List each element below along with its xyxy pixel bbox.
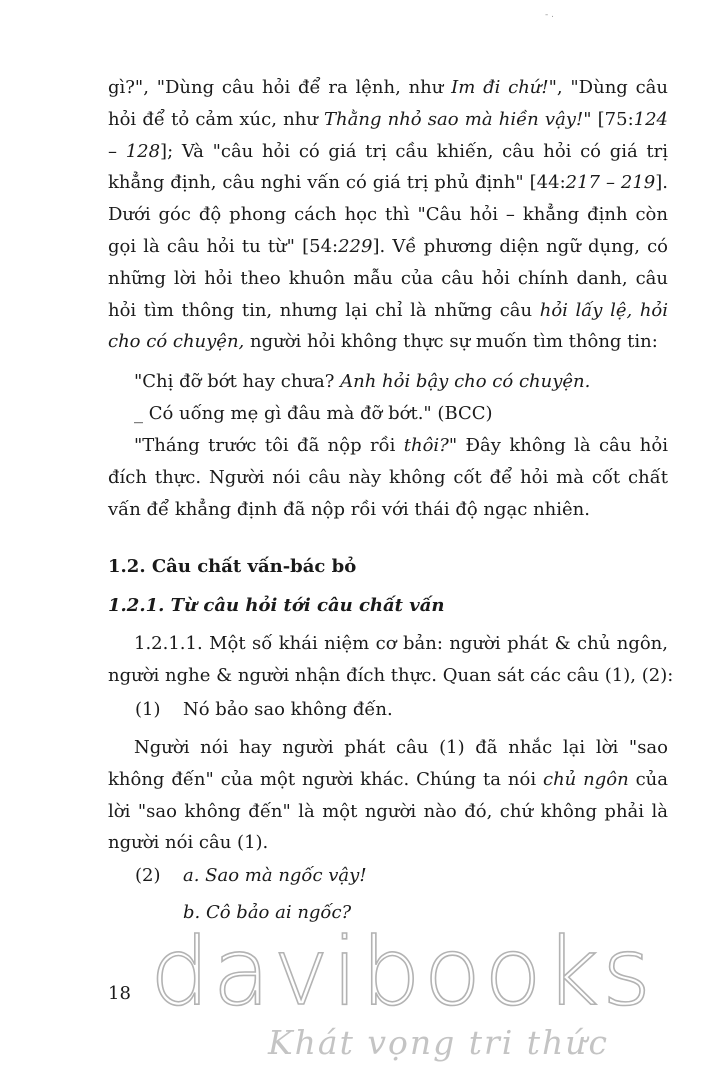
text-line [108, 72, 668, 104]
text-span: thôi? [403, 435, 449, 456]
text-span: "Chị đỡ bớt hay chưa? [134, 371, 341, 392]
text-span: chủ ngôn [542, 768, 629, 790]
text-span: người hỏi không thực sự muốn tìm thông tin: [244, 331, 658, 353]
text-span: 128 [125, 140, 161, 162]
watermark-tagline: Khát vọng tri thức [268, 1023, 610, 1062]
text-span: 229 [338, 235, 373, 257]
text-span: 217 – 219 [565, 172, 656, 194]
watermark-logo: davibooks [150, 918, 655, 1027]
text-line [108, 660, 674, 692]
example-text: Nó bảo sao không đến. [183, 699, 393, 720]
text-span: " [75: [583, 108, 634, 130]
text-line [108, 732, 668, 764]
text-line [108, 136, 668, 168]
text-span: cho có chuyện, [108, 331, 245, 353]
text-span: " Đây không là câu hỏi [448, 435, 668, 456]
text-line [108, 167, 668, 199]
text-line [108, 231, 668, 263]
text-span: _ Có uống mẹ gì đâu mà đỡ bớt." (BCC) [134, 402, 493, 424]
text-span: hỏi để tỏ cảm xúc, như [108, 108, 325, 130]
text-span: những lời hỏi theo khuôn mẫu của câu hỏi chính danh, câu [108, 267, 668, 289]
text-span: 1.2.1.1. Một số khái niệm cơ bản: người phát & chủ ngôn, [134, 633, 668, 654]
text-span: người nói câu (1). [108, 832, 269, 854]
paragraph-question-types [108, 72, 668, 358]
text-line [108, 326, 668, 358]
text-span: không đến" của một người khác. Chúng ta nói [108, 768, 543, 790]
paragraph-chu-ngon [108, 732, 668, 859]
text-span: gọi là câu hỏi tu từ" [54: [108, 235, 339, 257]
example-text-a: a. Sao mà ngốc vậy! [183, 865, 367, 886]
text-line [108, 366, 668, 398]
text-span: ]. [655, 172, 668, 194]
text-line [108, 430, 668, 462]
text-line [108, 462, 668, 494]
text-span: lời "sao không đến" là một người nào đó, chứ không phải là [108, 800, 668, 822]
text-span: Im đi chứ! [451, 77, 549, 98]
page-number: 18 [108, 983, 131, 1004]
example-2 [135, 865, 367, 886]
text-line [108, 827, 668, 859]
text-line [108, 764, 668, 796]
example-number: (1) [135, 699, 161, 720]
subsection-heading: 1.2.1. Từ câu hỏi tới câu chất vấn [108, 595, 445, 616]
text-span: ]. Về phương diện ngữ dụng, có [372, 235, 668, 257]
text-span: khẳng định, câu nghi vấn có giá trị phủ định" [44: [108, 172, 566, 194]
text-span: người nghe & người nhận đích thực. Quan sát các câu (1), (2): [108, 664, 674, 686]
text-span: hỏi tìm thông tin, nhưng lại chỉ là những câu [108, 299, 540, 321]
text-span: "Tháng trước tôi đã nộp rồi [134, 435, 404, 456]
example-1 [135, 699, 393, 720]
text-span: đích thực. Người nói câu này không cốt để hỏi mà cốt chất [108, 466, 668, 488]
text-line [108, 199, 668, 231]
text-span: hỏi lấy lệ, hỏi [539, 299, 668, 321]
text-span: ]; Và "câu hỏi có giá trị cầu khiến, câu hỏi có giá trị [160, 140, 668, 162]
text-line [108, 628, 668, 660]
text-line [108, 494, 668, 526]
text-span: Dưới góc độ phong cách học thì "Câu hỏi – khẳng định còn [108, 204, 668, 226]
text-line [108, 398, 668, 430]
text-span: của [628, 768, 668, 790]
text-span: – [108, 140, 126, 162]
text-line [108, 263, 668, 295]
dialogue-example [108, 366, 668, 430]
text-line [108, 295, 668, 327]
section-heading: 1.2. Câu chất vấn-bác bỏ [108, 556, 357, 577]
example-number: (2) [135, 865, 161, 886]
text-span: Anh hỏi bậy cho có chuyện. [340, 371, 591, 392]
example-text-b: b. Cô bảo ai ngốc? [183, 902, 352, 923]
text-span: ", "Dùng câu [548, 77, 668, 98]
corner-mark: - . [545, 10, 554, 20]
text-span: gì?", "Dùng câu hỏi để ra lệnh, như [108, 77, 452, 98]
text-span: Người nói hay người phát câu (1) đã nhắc lại lời "sao [134, 737, 668, 758]
paragraph-thang-truoc [108, 430, 668, 525]
paragraph-basic-concepts [108, 628, 674, 692]
text-line [108, 796, 668, 828]
text-span: vấn để khẳng định đã nộp rồi với thái độ ngạc nhiên. [108, 498, 590, 520]
text-line [108, 104, 668, 136]
text-span: Thằng nhỏ sao mà hiền vậy! [324, 108, 584, 130]
text-span: 124 [633, 108, 668, 130]
